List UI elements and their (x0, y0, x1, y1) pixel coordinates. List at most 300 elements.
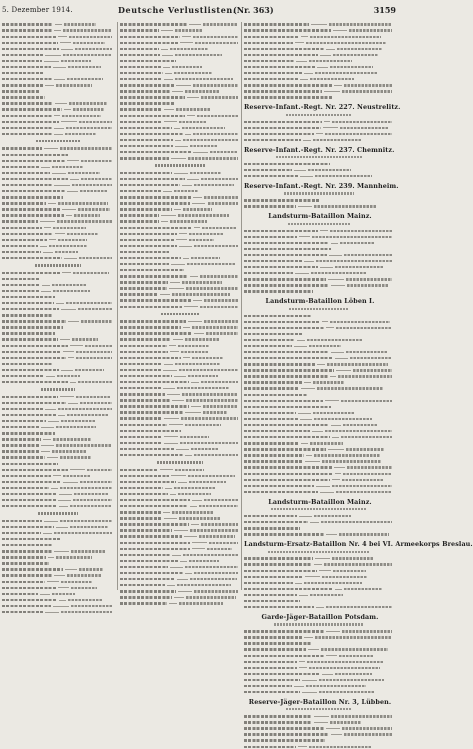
text-ink (2, 272, 60, 274)
text-line (244, 471, 396, 476)
text-ink (182, 281, 222, 283)
dash-rule (48, 203, 56, 204)
dash-rule (178, 482, 188, 483)
text-line (120, 219, 240, 224)
text-line (244, 162, 396, 167)
text-ink (338, 375, 392, 377)
text-line (120, 170, 240, 175)
text-line (244, 423, 396, 428)
text-ink (120, 78, 162, 80)
dash-rule (300, 79, 308, 80)
text-line (244, 629, 396, 634)
text-line (120, 416, 240, 421)
text-ink (78, 381, 112, 383)
text-ink (319, 679, 384, 681)
text-line (244, 34, 396, 39)
text-ink (2, 302, 54, 304)
text-ink (244, 272, 293, 274)
text-ink (337, 48, 382, 50)
text-line (244, 635, 396, 640)
dash-rule (170, 567, 183, 568)
text-ink (244, 661, 297, 663)
text-ink (120, 481, 176, 483)
dash-rule (172, 91, 183, 92)
text-ink (288, 223, 349, 225)
dash-rule (187, 115, 195, 116)
dash-rule (61, 370, 74, 371)
text-line (2, 355, 114, 360)
text-ink (120, 36, 180, 38)
text-ink (244, 284, 329, 286)
text-ink (208, 202, 238, 204)
text-ink (315, 72, 378, 74)
text-ink (306, 42, 386, 44)
dash-rule (54, 575, 65, 576)
text-line (244, 95, 396, 100)
text-ink (321, 648, 388, 650)
text-ink (120, 351, 168, 353)
text-line (2, 524, 114, 529)
text-line (244, 40, 396, 45)
text-ink (244, 485, 314, 487)
text-ink (120, 602, 167, 604)
text-ink (310, 442, 343, 444)
dash-rule (311, 24, 326, 25)
text-ink (180, 436, 210, 438)
text-ink (2, 499, 56, 501)
dash-rule (44, 148, 58, 149)
text-ink (73, 42, 105, 44)
text-ink (120, 60, 176, 62)
text-line (244, 599, 396, 604)
dash-rule (164, 364, 173, 365)
dash-rule (320, 55, 331, 56)
text-line (2, 319, 114, 324)
text-line (244, 659, 396, 664)
dash-rule (171, 264, 185, 265)
dash-rule (189, 24, 201, 25)
text-ink (2, 245, 38, 247)
text-ink (286, 114, 352, 116)
dash-rule (161, 30, 173, 31)
text-ink (244, 381, 302, 383)
dash-rule (333, 30, 347, 31)
dash-rule (40, 594, 51, 595)
dash-rule (173, 339, 183, 340)
text-line (2, 189, 114, 194)
text-line (120, 286, 240, 291)
text-line (244, 22, 396, 27)
dash-rule (54, 185, 70, 186)
text-line (120, 183, 240, 188)
dash-rule (53, 67, 66, 68)
dash-rule (179, 246, 192, 247)
text-line (2, 119, 114, 124)
text-line (244, 125, 396, 130)
dash-rule (41, 167, 51, 168)
text-line (120, 343, 240, 348)
dash-rule (328, 279, 343, 280)
text-ink (57, 375, 80, 377)
text-line (244, 65, 396, 70)
dash-rule (55, 233, 65, 234)
text-ink (244, 387, 299, 389)
text-ink (344, 84, 392, 86)
dash-rule (164, 443, 178, 444)
text-line (120, 589, 240, 594)
text-line (2, 34, 114, 39)
text-ink (178, 493, 212, 495)
text-line (2, 225, 114, 230)
text-ink (331, 715, 392, 717)
text-ink (120, 102, 174, 104)
text-line (120, 571, 240, 576)
dash-rule (49, 239, 56, 240)
text-ink (2, 60, 42, 62)
dash-rule (192, 500, 202, 501)
text-ink (64, 23, 96, 25)
text-ink (120, 417, 162, 419)
text-line (120, 231, 240, 236)
dash-rule (294, 170, 305, 171)
text-line (244, 732, 396, 737)
text-line (244, 77, 396, 82)
text-ink (200, 306, 238, 308)
text-ink (204, 320, 238, 322)
dash-rule (299, 236, 310, 237)
text-ink (244, 466, 332, 468)
dash-rule (174, 209, 181, 210)
text-ink (120, 548, 190, 550)
text-ink (2, 357, 66, 359)
dash-rule (169, 288, 184, 289)
heading-subline (244, 707, 396, 712)
text-ink (2, 121, 59, 123)
text-ink (314, 454, 380, 456)
dash-rule (320, 492, 334, 493)
text-ink (341, 400, 392, 402)
text-ink (69, 36, 112, 38)
dash-rule (63, 351, 74, 352)
text-ink (180, 442, 238, 444)
text-ink (317, 387, 384, 389)
dash-rule (176, 449, 189, 450)
text-line (2, 207, 114, 212)
text-ink (120, 172, 172, 174)
text-line (2, 419, 114, 424)
dash-rule (164, 79, 173, 80)
dash-rule (68, 403, 78, 404)
text-ink (189, 239, 214, 241)
dash-rule (314, 716, 330, 717)
text-ink (63, 475, 91, 477)
dash-rule (178, 591, 192, 592)
text-line (2, 361, 114, 366)
dash-rule (316, 607, 324, 608)
text-ink (81, 320, 112, 322)
text-line (120, 131, 240, 136)
text-line (244, 562, 396, 567)
text-ink (193, 84, 238, 86)
text-ink (87, 469, 112, 471)
text-ink (197, 115, 238, 117)
dash-rule (194, 333, 205, 334)
text-ink (199, 535, 235, 537)
dash-rule (294, 346, 307, 347)
text-ink (120, 442, 162, 444)
text-line (244, 198, 396, 203)
text-ink (120, 454, 183, 456)
text-ink (2, 284, 40, 286)
text-ink (244, 606, 314, 608)
header-title: Deutsche Verlustlisten. (118, 5, 237, 15)
text-line (2, 158, 114, 163)
text-ink (63, 54, 112, 56)
text-ink (244, 515, 297, 517)
text-ink (187, 263, 235, 265)
dash-rule (42, 285, 50, 286)
text-ink (203, 405, 238, 407)
text-line (2, 46, 114, 51)
text-ink (2, 115, 52, 117)
dash-rule (70, 469, 85, 470)
text-line (244, 204, 396, 209)
text-ink (170, 220, 206, 222)
text-ink (2, 587, 56, 589)
text-line (120, 540, 240, 545)
text-line (2, 89, 114, 94)
dash-rule (329, 255, 343, 256)
header-issue: (Nr. 363) (233, 5, 274, 15)
text-ink (206, 332, 238, 334)
text-ink (2, 208, 60, 210)
text-line (2, 603, 114, 608)
text-line (2, 307, 114, 312)
text-ink (330, 66, 372, 68)
text-line (244, 665, 396, 670)
text-line (244, 532, 396, 537)
text-ink (244, 345, 292, 347)
text-ink (244, 96, 333, 98)
text-ink (313, 412, 354, 414)
text-line (244, 325, 396, 330)
dash-rule (192, 542, 208, 543)
text-ink (244, 727, 324, 729)
text-ink (120, 293, 158, 295)
text-ink (244, 29, 331, 31)
text-ink (2, 532, 41, 534)
section-heading: Landsturm-Bataillon Mainz. (268, 497, 372, 506)
dash-rule (174, 530, 188, 531)
dash-rule (317, 67, 328, 68)
text-ink (335, 673, 372, 675)
dash-rule (43, 439, 51, 440)
text-ink (189, 233, 224, 235)
text-ink (343, 424, 377, 426)
text-line (120, 292, 240, 297)
dash-rule (180, 42, 193, 43)
text-ink (120, 227, 192, 229)
text-ink (120, 436, 162, 438)
text-ink (120, 251, 169, 253)
text-line (120, 249, 240, 254)
text-ink (314, 515, 351, 517)
text-line (244, 429, 396, 434)
dash-rule (55, 103, 67, 104)
text-ink (244, 242, 329, 244)
dash-rule (70, 179, 80, 180)
text-ink (61, 581, 92, 583)
text-ink (2, 84, 43, 86)
dash-rule (326, 631, 340, 632)
text-line (120, 349, 240, 354)
dash-rule (160, 469, 172, 470)
text-ink (316, 260, 392, 262)
text-ink (68, 172, 101, 174)
text-ink (157, 461, 203, 463)
text-line (2, 331, 114, 336)
text-ink (244, 430, 310, 432)
dash-rule (305, 576, 319, 577)
text-ink (2, 611, 43, 613)
text-ink (268, 551, 370, 553)
text-ink (2, 90, 40, 92)
text-ink (81, 178, 112, 180)
text-ink (2, 556, 46, 558)
text-ink (2, 520, 42, 522)
column-rule (241, 22, 242, 590)
text-ink (244, 60, 294, 62)
text-ink (244, 248, 331, 250)
text-line (2, 461, 114, 466)
text-line (120, 467, 240, 472)
text-ink (346, 278, 392, 280)
text-ink (2, 487, 49, 489)
text-line (120, 453, 240, 458)
text-ink (60, 487, 112, 489)
text-ink (120, 263, 169, 265)
text-ink (120, 190, 161, 192)
dash-rule (161, 221, 169, 222)
text-ink (120, 590, 176, 592)
text-ink (244, 648, 306, 650)
text-ink (120, 202, 190, 204)
text-line (120, 404, 240, 409)
text-ink (344, 254, 392, 256)
text-line (120, 237, 240, 242)
text-ink (186, 596, 236, 598)
dash-rule (160, 294, 169, 295)
text-ink (340, 242, 375, 244)
text-ink (2, 78, 52, 80)
text-line (120, 595, 240, 600)
text-line (120, 440, 240, 445)
text-line (120, 325, 240, 330)
text-ink (322, 576, 367, 578)
text-ink (310, 594, 343, 596)
dash-rule (54, 30, 61, 31)
text-ink (244, 351, 329, 353)
dash-rule (58, 587, 69, 588)
dash-rule (182, 185, 192, 186)
text-ink (178, 214, 229, 216)
text-ink (76, 396, 110, 398)
text-line (244, 344, 396, 349)
heading-subline (244, 222, 396, 227)
text-ink (2, 220, 38, 222)
text-line (2, 597, 114, 602)
text-line (2, 337, 114, 342)
text-ink (120, 54, 160, 56)
text-line (2, 152, 114, 157)
text-ink (36, 140, 80, 142)
text-ink (120, 108, 162, 110)
text-ink (314, 418, 373, 420)
dash-rule (192, 203, 205, 204)
text-line (2, 473, 114, 478)
text-line (2, 349, 114, 354)
dash-rule (331, 285, 345, 286)
text-line (2, 125, 114, 130)
text-ink (353, 369, 392, 371)
text-line (244, 374, 396, 379)
text-ink (120, 84, 174, 86)
text-ink (2, 599, 57, 601)
text-ink (2, 290, 39, 292)
text-ink (67, 78, 102, 80)
dash-rule (60, 339, 70, 340)
text-ink (244, 746, 296, 748)
text-ink (120, 448, 174, 450)
text-ink (120, 511, 161, 513)
text-ink (120, 363, 162, 365)
dash-rule (61, 309, 76, 310)
text-ink (244, 642, 312, 644)
text-line (120, 101, 240, 106)
dash-rule (54, 115, 60, 116)
text-ink (120, 214, 159, 216)
text-ink (56, 556, 92, 558)
dash-rule (54, 134, 63, 135)
column-rule (117, 22, 118, 590)
dash-rule (190, 506, 197, 507)
text-ink (342, 90, 392, 92)
dash-rule (162, 55, 173, 56)
dash-rule (187, 97, 199, 98)
text-ink (349, 29, 392, 31)
dash-rule (169, 424, 183, 425)
text-ink (194, 572, 238, 574)
text-ink (2, 593, 38, 595)
text-ink (244, 127, 321, 129)
text-ink (2, 369, 59, 371)
subheading-line (2, 139, 114, 145)
text-ink (41, 388, 75, 390)
text-line (244, 271, 396, 276)
dash-rule (52, 173, 65, 174)
text-ink (67, 574, 102, 576)
text-ink (244, 23, 309, 25)
dash-rule (336, 370, 352, 371)
text-ink (244, 42, 293, 44)
text-ink (244, 321, 320, 323)
text-ink (271, 508, 368, 510)
text-ink (344, 588, 382, 590)
text-ink (174, 190, 198, 192)
text-ink (244, 175, 298, 177)
heading-subline (244, 155, 396, 160)
text-ink (330, 721, 361, 723)
